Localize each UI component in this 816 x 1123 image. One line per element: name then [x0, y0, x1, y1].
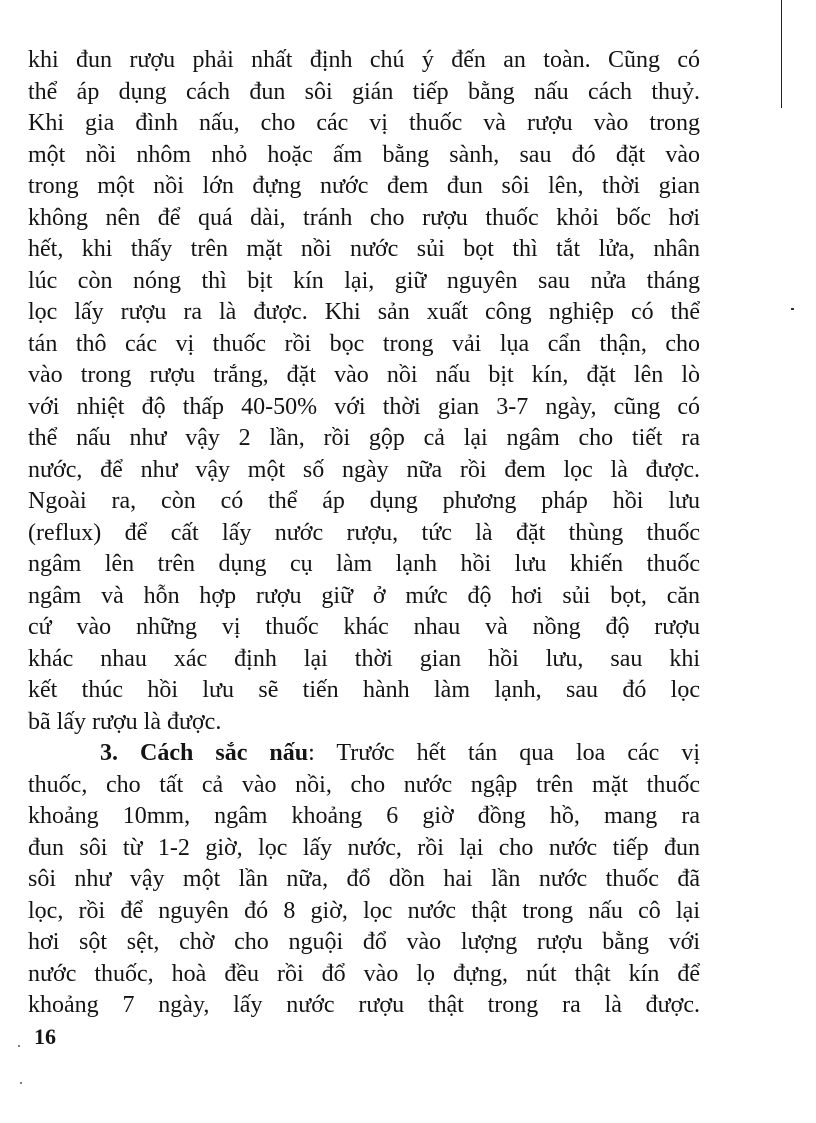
- text-line: kết thúc hồi lưu sẽ tiến hành làm lạnh, sau đó lọc: [28, 677, 700, 703]
- scan-margin-line: [781, 0, 782, 108]
- section-first-line-text: : Trước hết tán qua loa các vị: [308, 740, 700, 766]
- text-line: khoảng 10mm, ngâm khoảng 6 giờ đồng hồ, mang ra: [28, 803, 700, 829]
- text-line: trong một nồi lớn đựng nước đem đun sôi lên, thời gian: [28, 173, 700, 199]
- text-line: với nhiệt độ thấp 40-50% với thời gian 3-7 ngày, cũng có: [28, 393, 700, 420]
- text-line: thể nấu như vậy 2 lần, rồi gộp cả lại ngâm cho tiết ra: [28, 425, 700, 451]
- text-line: (reflux) để cất lấy nước rượu, tức là đặt thùng thuốc: [28, 519, 700, 546]
- page-number: 16: [34, 1024, 56, 1049]
- text-line: hết, khi thấy trên mặt nồi nước sủi bọt thì tắt lửa, nhân: [28, 236, 700, 262]
- scan-speck: [791, 308, 794, 310]
- text-line: đun sôi từ 1-2 giờ, lọc lấy nước, rồi lại cho nước tiếp đun: [28, 834, 700, 861]
- text-line: khác nhau xác định lại thời gian hồi lưu, sau khi: [28, 645, 700, 672]
- text-line: thể áp dụng cách đun sôi gián tiếp bằng nấu cách thuỷ.: [28, 78, 700, 105]
- text-line: ngâm và hỗn hợp rượu giữ ở mức độ hơi sủi bọt, căn: [28, 582, 700, 609]
- text-line: Khi gia đình nấu, cho các vị thuốc và rượu vào trong: [28, 110, 700, 136]
- body-text: [28, 45, 700, 1022]
- section-heading: 3. Cách sắc nấu: [100, 740, 309, 766]
- text-line: khoảng 7 ngày, lấy nước rượu thật trong ra là được.: [28, 992, 700, 1018]
- text-line: lọc lấy rượu ra là được. Khi sản xuất công nghiệp có thể: [28, 299, 700, 325]
- text-line: lúc còn nóng thì bịt kín lại, giữ nguyên sau nửa tháng: [28, 267, 700, 294]
- text-line: nước, để như vậy một số ngày nữa rồi đem lọc là được.: [28, 456, 700, 483]
- text-line: ngâm lên trên dụng cụ làm lạnh hồi lưu khiến thuốc: [28, 551, 700, 577]
- text-line: bã lấy rượu là được.: [28, 708, 222, 735]
- text-line: nước thuốc, hoà đều rồi đổ vào lọ đựng, nút thật kín để: [28, 960, 700, 987]
- text-line: vào trong rượu trắng, đặt vào nồi nấu bịt kín, đặt lên lò: [28, 362, 700, 388]
- text-line: sôi như vậy một lần nữa, đổ dồn hai lần nước thuốc đã: [28, 866, 700, 892]
- text-line: Ngoài ra, còn có thể áp dụng phương pháp hồi lưu: [28, 488, 700, 514]
- text-line: không nên để quá dài, tránh cho rượu thuốc khỏi bốc hơi: [28, 204, 700, 231]
- text-line: một nồi nhôm nhỏ hoặc ấm bằng sành, sau đó đặt vào: [28, 141, 700, 168]
- text-line: cứ vào những vị thuốc khác nhau và nồng độ rượu: [28, 614, 700, 640]
- text-line: thuốc, cho tất cả vào nồi, cho nước ngập trên mặt thuốc: [28, 771, 700, 798]
- text-line: khi đun rượu phải nhất định chú ý đến an toàn. Cũng có: [28, 47, 700, 73]
- text-line: lọc, rồi để nguyên đó 8 giờ, lọc nước thật trong nấu cô lại: [28, 897, 700, 924]
- text-line: tán thô các vị thuốc rồi bọc trong vải lụa cẩn thận, cho: [28, 330, 700, 357]
- scan-speck: [18, 1045, 20, 1047]
- text-line: hơi sột sệt, chờ cho nguội đổ vào lượng rượu bằng với: [28, 929, 700, 955]
- scan-speck: [20, 1082, 22, 1084]
- section-first-line: [28, 738, 700, 770]
